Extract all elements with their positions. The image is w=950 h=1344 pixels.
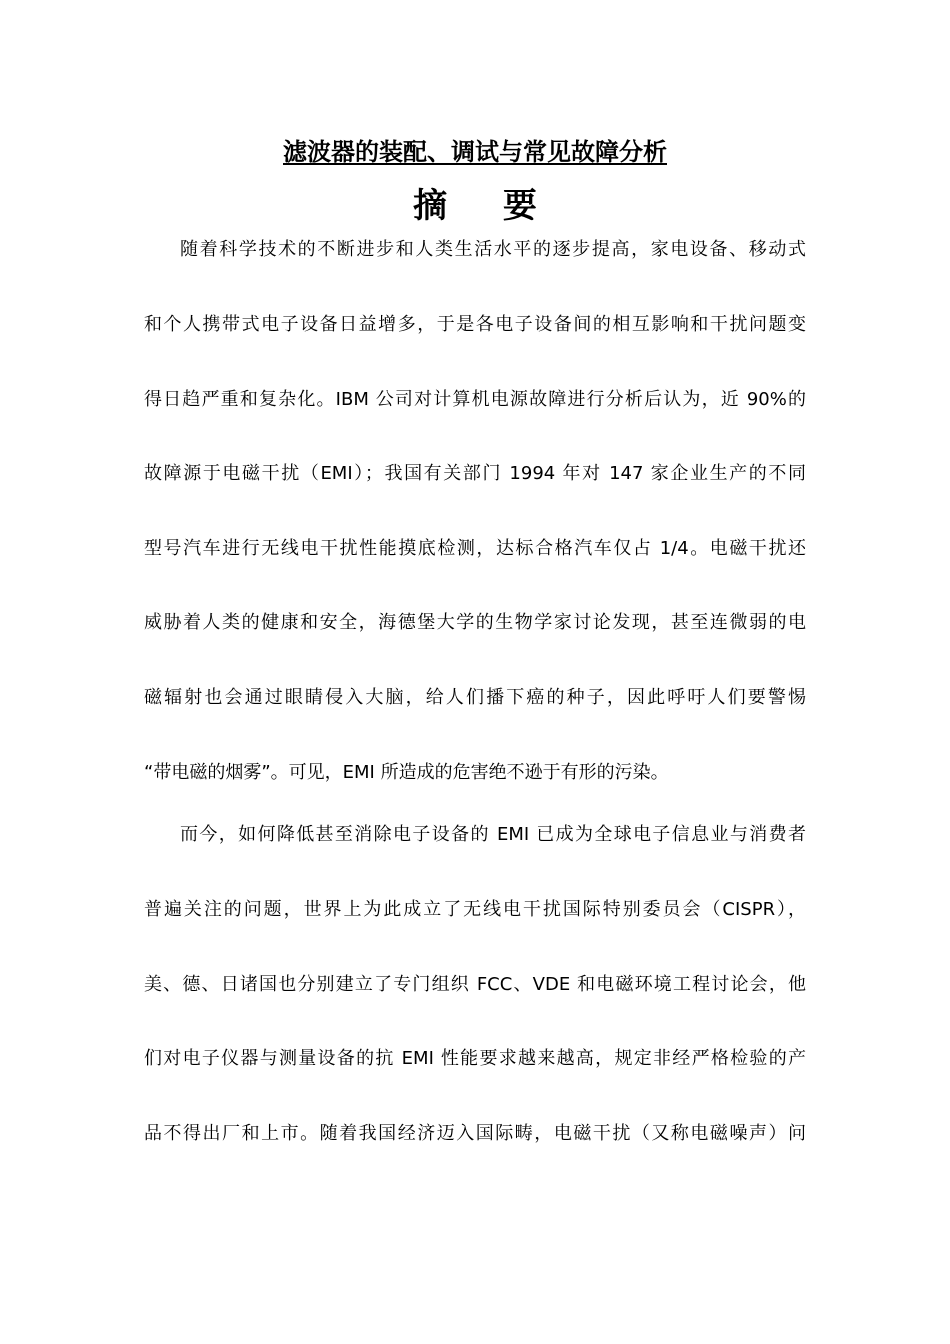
paragraph-2-line-4: 们对电子仪器与测量设备的抗 EMI 性能要求越来越高，规定非经严格检验的产: [144, 1048, 806, 1069]
paragraph-1-line-2: 和个人携带式电子设备日益增多，于是各电子设备间的相互影响和干扰问题变: [144, 314, 806, 335]
paragraph-1-line-5: 型号汽车进行无线电干扰性能摸底检测，达标合格汽车仅占 1/4。电磁干扰还: [144, 538, 806, 559]
paragraph-1-line-4: 故障源于电磁干扰（EMI）；我国有关部门 1994 年对 147 家企业生产的不同: [144, 463, 806, 484]
document-title: [0, 132, 950, 167]
paragraph-1-line-7: 磁辐射也会通过眼睛侵入大脑，给人们播下癌的种子，因此呼吁人们要警惕: [144, 687, 806, 708]
document-title-text: 滤波器的装配、调试与常见故障分析: [283, 138, 667, 166]
paragraph-1-line-1: 随着科学技术的不断进步和人类生活水平的逐步提高，家电设备、移动式: [180, 239, 806, 260]
abstract-heading: 摘 要: [413, 186, 559, 226]
paragraph-1-line-6: 威胁着人类的健康和安全，海德堡大学的生物学家讨论发现，甚至连微弱的电: [144, 612, 806, 633]
paragraph-2-line-5: 品不得出厂和上市。随着我国经济迈入国际畴，电磁干扰（又称电磁噪声）问: [144, 1123, 806, 1144]
paragraph-2-line-3: 美、德、日诸国也分别建立了专门组织 FCC、VDE 和电磁环境工程讨论会，他: [144, 974, 806, 995]
paragraph-1-line-8: “带电磁的烟雾”。可见，EMI 所造成的危害绝不逊于有形的污染。: [144, 762, 669, 783]
paragraph-2-line-1: 而今，如何降低甚至消除电子设备的 EMI 已成为全球电子信息业与消费者: [180, 824, 806, 845]
paragraph-2-line-2: 普遍关注的问题，世界上为此成立了无线电干扰国际特别委员会（CISPR），: [144, 899, 806, 920]
paragraph-1-line-3: 得日趋严重和复杂化。IBM 公司对计算机电源故障进行分析后认为，近 90%的: [144, 389, 806, 410]
